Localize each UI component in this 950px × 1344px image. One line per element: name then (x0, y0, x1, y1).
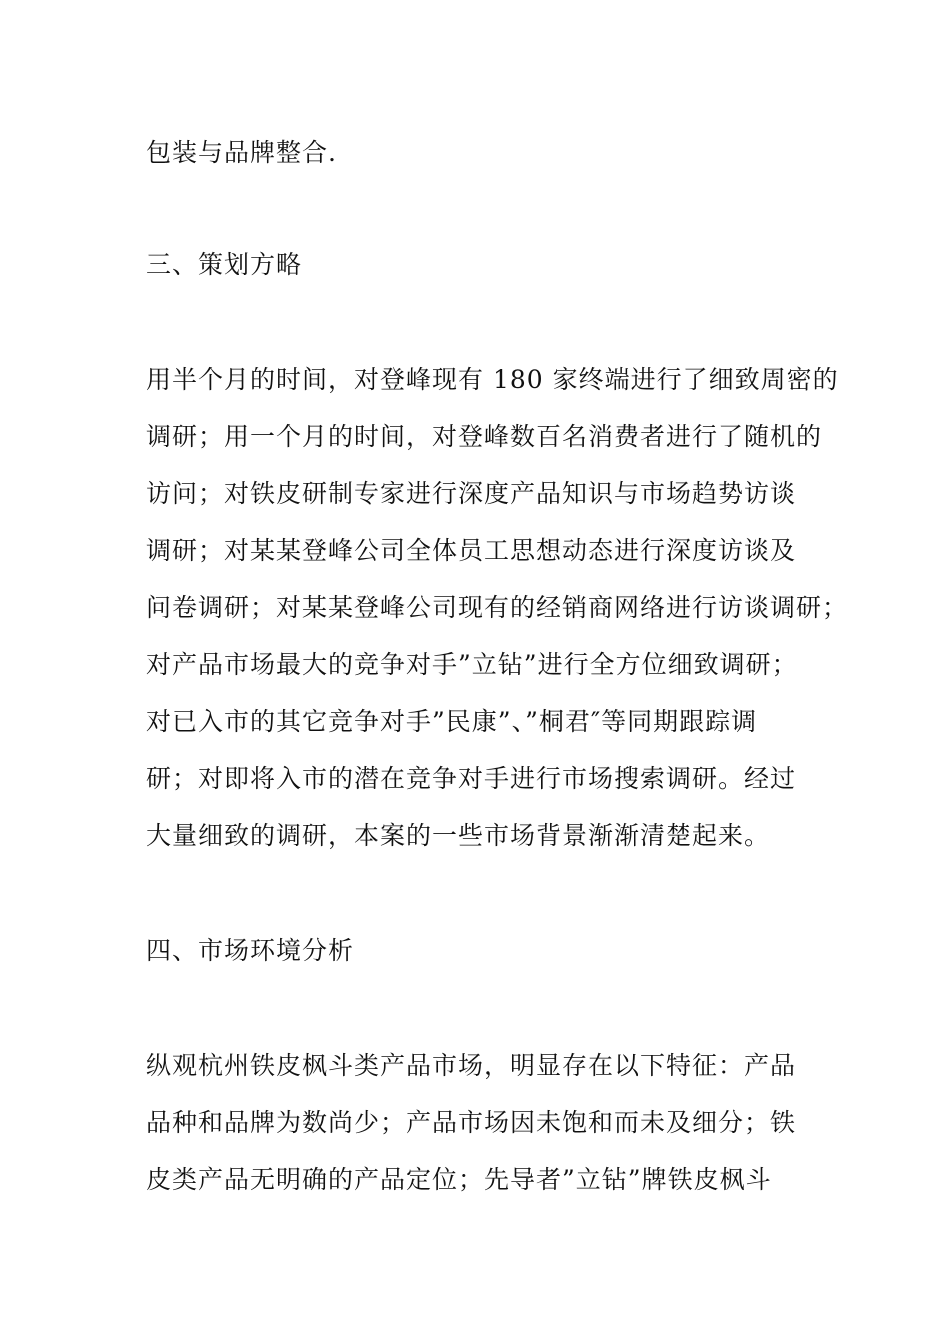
paragraph-line: 用半个月的时间，对登峰现有 180 家终端进行了细致周密的 (146, 365, 839, 394)
section-3-heading: 三、策划方略 (146, 250, 303, 279)
paragraph-line: 调研；对某某登峰公司全体员工思想动态进行深度访谈及 (146, 536, 797, 565)
paragraph-line: 调研；用一个月的时间，对登峰数百名消费者进行了随机的 (146, 422, 823, 451)
paragraph-line: 大量细致的调研，本案的一些市场背景渐渐清楚起来。 (146, 821, 771, 850)
paragraph-line: 品种和品牌为数尚少；产品市场因未饱和而未及细分；铁 (146, 1108, 797, 1137)
section-4-heading: 四、市场环境分析 (146, 936, 355, 965)
paragraph-line: 对产品市场最大的竞争对手”立钻”进行全方位细致调研； (146, 650, 798, 679)
intro-line: 包装与品牌整合. (146, 138, 337, 167)
paragraph-line: 纵观杭州铁皮枫斗类产品市场，明显存在以下特征：产品 (146, 1051, 797, 1080)
paragraph-line: 问卷调研；对某某登峰公司现有的经销商网络进行访谈调研； (146, 593, 849, 622)
paragraph-line: 对已入市的其它竞争对手”民康”、”桐君″等同期跟踪调 (146, 707, 758, 736)
paragraph-line: 访问；对铁皮研制专家进行深度产品知识与市场趋势访谈 (146, 479, 797, 508)
paragraph-line: 皮类产品无明确的产品定位；先导者”立钻”牌铁皮枫斗 (146, 1165, 772, 1194)
paragraph-line: 研；对即将入市的潜在竞争对手进行市场搜索调研。经过 (146, 764, 797, 793)
